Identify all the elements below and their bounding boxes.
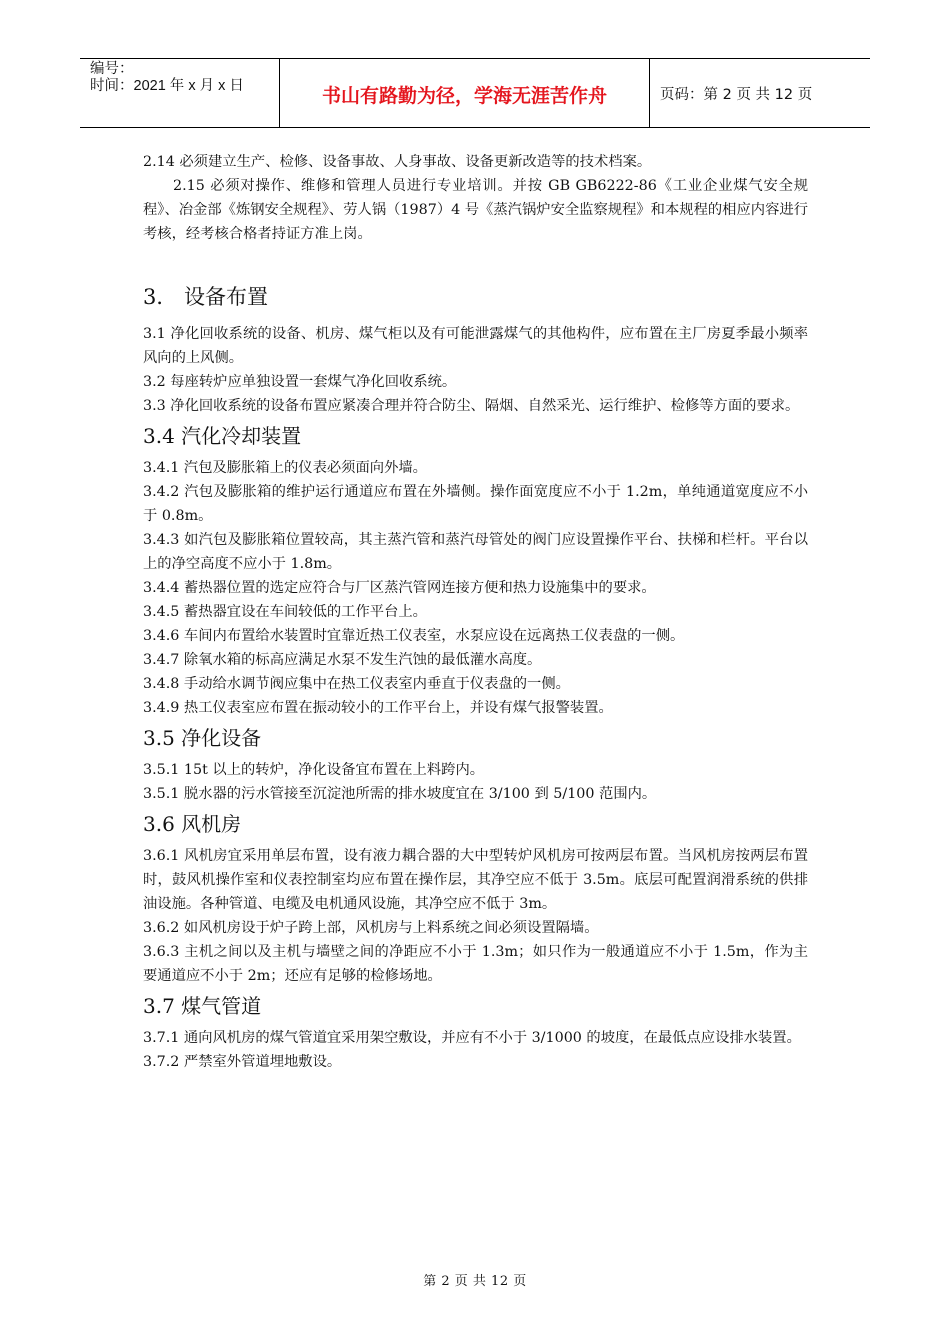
subsection-heading: 3.5 净化设备 [143,726,262,750]
document-time-label: 时间：2021 年 x 月 x 日 [90,78,244,94]
header-motto: 书山有路勤为径，学海无涯苦作舟 [280,59,650,127]
paragraph: 2.15 必须对操作、维修和管理人员进行专业培训。并按 GB GB6222-86《工业企业煤气安全规程》、冶金部《炼钢安全规程》、劳人锅（1987）4 号《蒸汽锅炉安全监察规程》和本规程的相应内容进行考核，经考核合格者持证方准上岗。 [143,178,808,242]
paragraph: 3.5.1 脱水器的污水管接至沉淀池所需的排水坡度宜在 3/100 到 5/100 范围内。 [143,786,657,802]
paragraph: 3.7.2 严禁室外管道埋地敷设。 [143,1054,342,1070]
section-heading: 3． 设备布置 [143,285,269,309]
paragraph: 3.4.9 热工仪表室应布置在振动较小的工作平台上，并设有煤气报警装置。 [143,700,613,716]
page-header [80,58,870,128]
paragraph: 3.3 净化回收系统的设备布置应紧凑合理并符合防尘、隔烟、自然采光、运行维护、检修等方面的要求。 [143,398,800,414]
header-meta [80,59,280,127]
paragraph: 2.14 必须建立生产、检修、设备事故、人身事故、设备更新改造等的技术档案。 [143,154,652,170]
paragraph: 3.4.6 车间内布置给水装置时宜靠近热工仪表室，水泵应设在远离热工仪表盘的一侧。 [143,628,685,644]
paragraph: 3.6.2 如风机房设于炉子跨上部，风机房与上料系统之间必须设置隔墙。 [143,920,599,936]
subsection-heading: 3.6 风机房 [143,812,242,836]
document-number-label: 编号： [90,61,134,77]
paragraph: 3.4.3 如汽包及膨胀箱位置较高，其主蒸汽管和蒸汽母管处的阀门应设置操作平台、扶梯和栏杆。平台以上的净空高度不应小于 1.8m。 [143,532,808,572]
paragraph: 3.1 净化回收系统的设备、机房、煤气柜以及有可能泄露煤气的其他构件，应布置在主厂房夏季最小频率风向的上风侧。 [143,326,808,366]
subsection-heading: 3.7 煤气管道 [143,994,262,1018]
paragraph: 3.4.1 汽包及膨胀箱上的仪表必须面向外墙。 [143,460,427,476]
paragraph: 3.4.5 蓄热器宜设在车间较低的工作平台上。 [143,604,427,620]
paragraph: 3.2 每座转炉应单独设置一套煤气净化回收系统。 [143,374,457,390]
header-page-number: 页码：第 2 页 共 12 页 [660,86,813,103]
paragraph: 3.4.7 除氧水箱的标高应满足水泵不发生汽蚀的最低灌水高度。 [143,652,542,668]
subsection-heading: 3.4 汽化冷却装置 [143,424,302,448]
paragraph: 3.6.3 主机之间以及主机与墙壁之间的净距应不小于 1.3m；如只作为一般通道应不小于 1.5m，作为主要通道应不小于 2m；还应有足够的检修场地。 [143,944,808,984]
page-footer: 第 2 页 共 12 页 [423,1274,527,1289]
paragraph: 3.5.1 15t 以上的转炉，净化设备宜布置在上料跨内。 [143,762,485,778]
paragraph: 3.4.4 蓄热器位置的选定应符合与厂区蒸汽管网连接方便和热力设施集中的要求。 [143,580,656,596]
document-body [143,150,808,1074]
paragraph: 3.6.1 风机房宜采用单层布置，设有液力耦合器的大中型转炉风机房可按两层布置。当风机房按两层布置时，鼓风机操作室和仪表控制室均应布置在操作层，其净空应不低于 3.5m。底层可配置润滑系统的供排油设施。各种管道、电缆及电机通风设施，其净空应不低于 3m。 [143,848,808,912]
paragraph: 3.4.2 汽包及膨胀箱的维护运行通道应布置在外墙侧。操作面宽度应不小于 1.2m，单纯通道宽度应不小于 0.8m。 [143,484,808,524]
paragraph: 3.4.8 手动给水调节阀应集中在热工仪表室内垂直于仪表盘的一侧。 [143,676,570,692]
paragraph: 3.7.1 通向风机房的煤气管道宜采用架空敷设，并应有不小于 3/1000 的坡度，在最低点应设排水装置。 [143,1030,801,1046]
